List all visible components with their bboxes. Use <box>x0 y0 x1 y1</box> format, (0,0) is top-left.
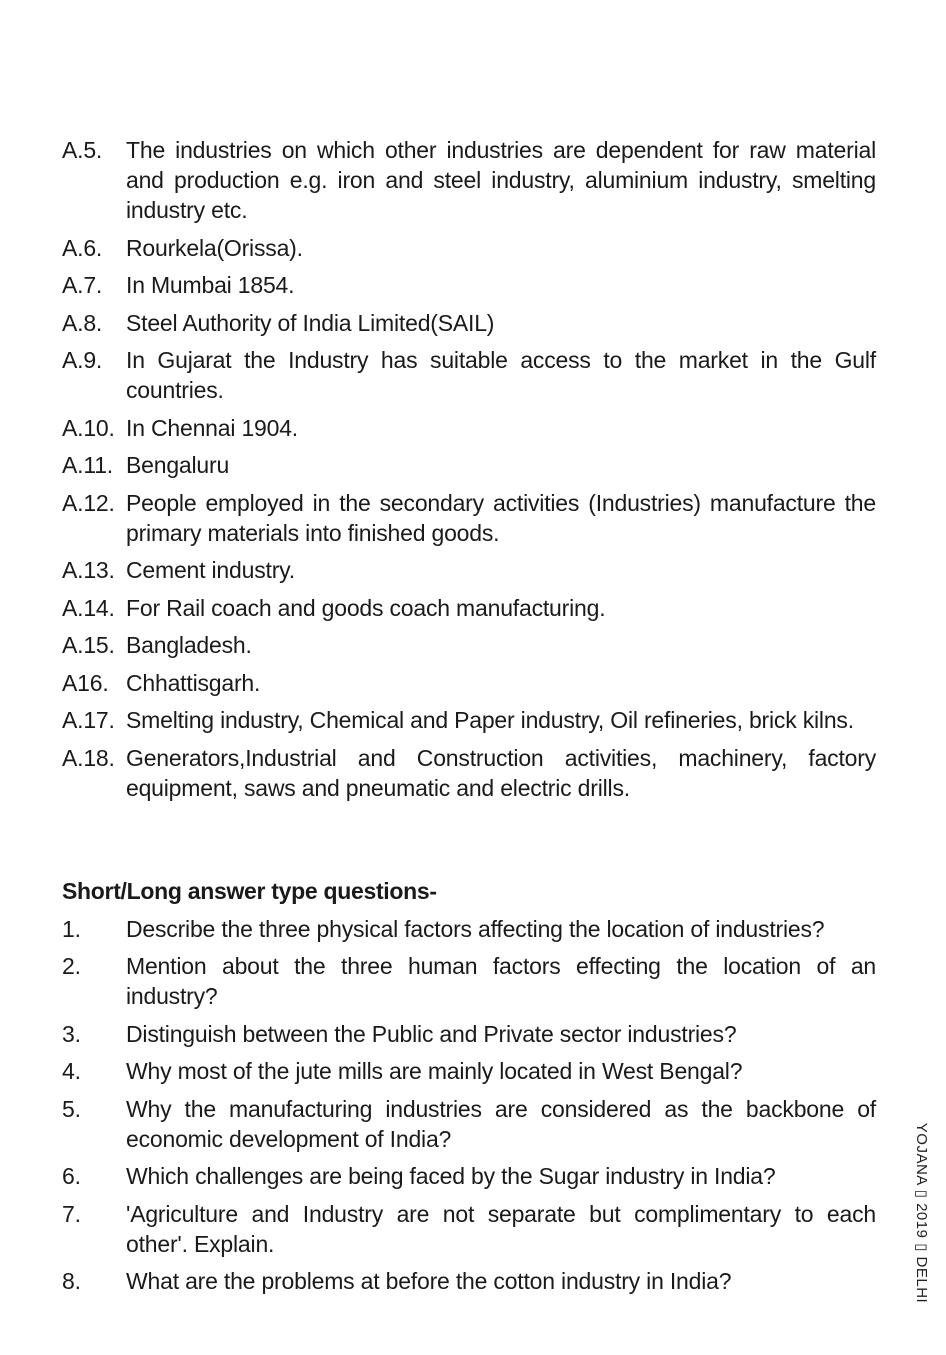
answer-label: A.9. <box>62 347 103 373</box>
answer-label: A16. <box>62 669 109 696</box>
section-heading: Short/Long answer type questions- <box>62 878 437 904</box>
answer-item <box>62 308 876 338</box>
answer-text: The industries on which other industries are dependent for raw material and production e.g. iron and steel industry, aluminium industry, smelting industry etc. <box>126 137 876 223</box>
answer-item <box>62 135 876 225</box>
question-text: What are the problems at before the cotton industry in India? <box>126 1268 732 1294</box>
answer-item <box>62 488 876 548</box>
answer-label: A.17. <box>62 707 115 733</box>
answer-text: In Chennai 1904. <box>126 414 298 441</box>
answer-label: A.15. <box>62 632 115 658</box>
answer-text: In Gujarat the Industry has suitable access to the market in the Gulf countries. <box>126 347 876 403</box>
question-text: Distinguish between the Public and Private sector industries? <box>126 1020 737 1047</box>
side-watermark <box>906 1122 938 1304</box>
answer-label: A.7. <box>62 272 103 298</box>
questions-section <box>62 876 876 1304</box>
question-item <box>62 1056 876 1086</box>
answer-item <box>62 705 876 735</box>
answer-item <box>62 593 876 623</box>
answer-text: Steel Authority of India Limited(SAIL) <box>126 309 495 336</box>
answer-item <box>62 450 876 480</box>
answer-item <box>62 233 876 263</box>
answer-item <box>62 345 876 405</box>
question-item <box>62 951 876 1011</box>
question-item <box>62 1199 876 1259</box>
answer-text: Bengaluru <box>126 452 230 478</box>
question-number: 3. <box>62 1020 81 1047</box>
answer-text: For Rail coach and goods coach manufacturing. <box>126 594 606 621</box>
question-item <box>62 914 876 944</box>
question-number: 6. <box>62 1163 81 1189</box>
question-item <box>62 1019 876 1049</box>
answer-label: A.13. <box>62 557 115 583</box>
answer-label: A.5. <box>62 137 103 163</box>
answers-list <box>62 135 876 810</box>
question-item <box>62 1094 876 1154</box>
answer-text: Chhattisgarh. <box>126 669 261 696</box>
question-text: Mention about the three human factors effecting the location of an industry? <box>126 953 876 1009</box>
question-number: 5. <box>62 1095 81 1122</box>
answer-item <box>62 270 876 300</box>
answer-label: A.10. <box>62 414 115 441</box>
answer-item <box>62 555 876 585</box>
question-text: Describe the three physical factors affecting the location of industries? <box>126 915 825 942</box>
answer-label: A.12. <box>62 489 115 516</box>
answer-item <box>62 668 876 698</box>
question-number: 8. <box>62 1268 81 1294</box>
question-item <box>62 1161 876 1191</box>
question-number: 7. <box>62 1200 81 1227</box>
question-number: 2. <box>62 953 81 979</box>
answer-text: Rourkela(Orissa). <box>126 234 303 261</box>
side-watermark-text: YOJANA ▯ 2019 ▯ DELHI <box>913 1122 931 1304</box>
answer-item <box>62 630 876 660</box>
answer-text: Smelting industry, Chemical and Paper industry, Oil refineries, brick kilns. <box>126 707 854 733</box>
question-text: Why the manufacturing industries are considered as the backbone of economic development of India? <box>126 1095 876 1152</box>
answer-label: A.8. <box>62 309 103 336</box>
answer-text: Generators,Industrial and Construction activities, machinery, factory equipment, saws and pneumatic and electric drills. <box>126 744 876 801</box>
answer-text: Bangladesh. <box>126 632 252 658</box>
answer-item <box>62 413 876 443</box>
question-text: Which challenges are being faced by the Sugar industry in India? <box>126 1163 776 1189</box>
answer-text: Cement industry. <box>126 557 295 583</box>
question-item <box>62 1266 876 1296</box>
answer-label: A.14. <box>62 594 115 621</box>
question-number: 1. <box>62 915 81 942</box>
question-text: Why most of the jute mills are mainly located in West Bengal? <box>126 1058 743 1084</box>
answer-label: A.18. <box>62 744 115 771</box>
question-number: 4. <box>62 1058 81 1084</box>
answer-text: People employed in the secondary activities (Industries) manufacture the primary materials into finished goods. <box>126 489 876 546</box>
question-text: 'Agriculture and Industry are not separate but complimentary to each other'. Explain. <box>126 1200 876 1257</box>
answer-label: A.11. <box>62 452 113 478</box>
answer-label: A.6. <box>62 234 103 261</box>
answer-text: In Mumbai 1854. <box>126 272 295 298</box>
answer-item <box>62 743 876 803</box>
